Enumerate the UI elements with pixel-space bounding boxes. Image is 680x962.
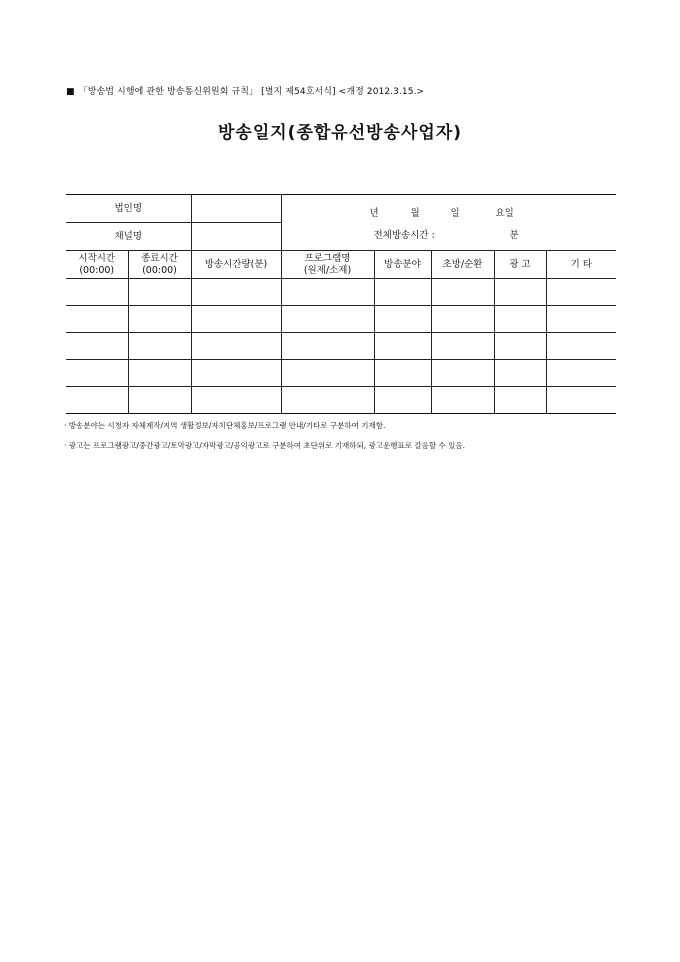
total-time-unit: 분 bbox=[509, 230, 519, 241]
column-header-other: 기 타 bbox=[546, 251, 616, 279]
total-time-label: 전체방송시간 : bbox=[373, 230, 435, 241]
table-cell[interactable] bbox=[128, 333, 191, 360]
corp-name-value[interactable] bbox=[191, 195, 281, 223]
table-cell[interactable] bbox=[374, 333, 431, 360]
table-cell[interactable] bbox=[128, 387, 191, 414]
table-cell[interactable] bbox=[281, 387, 374, 414]
broadcast-log-table bbox=[66, 194, 616, 414]
table-cell[interactable] bbox=[191, 333, 281, 360]
table-cell[interactable] bbox=[546, 333, 616, 360]
table-cell[interactable] bbox=[191, 279, 281, 306]
table-cell[interactable] bbox=[191, 387, 281, 414]
table-cell[interactable] bbox=[494, 333, 546, 360]
table-cell[interactable] bbox=[281, 279, 374, 306]
table-cell[interactable] bbox=[281, 333, 374, 360]
date-year-label: 년 bbox=[369, 208, 379, 219]
column-header-duration: 방송시간량(분) bbox=[191, 251, 281, 279]
table-cell[interactable] bbox=[66, 306, 128, 333]
channel-name-value[interactable] bbox=[191, 223, 281, 251]
table-cell[interactable] bbox=[431, 279, 494, 306]
black-square-icon: ■ bbox=[66, 87, 75, 97]
table-cell[interactable] bbox=[66, 333, 128, 360]
table-cell[interactable] bbox=[494, 387, 546, 414]
table-cell[interactable] bbox=[128, 306, 191, 333]
table-cell[interactable] bbox=[374, 387, 431, 414]
note-advertising: · 광고는 프로그램광고/중간광고/토막광고/자막광고/공익광고로 구분하여 초단위로 기재하되, 광고운행표로 갈음할 수 있음. bbox=[64, 441, 465, 450]
table-cell[interactable] bbox=[494, 360, 546, 387]
table-cell[interactable] bbox=[66, 360, 128, 387]
table-cell[interactable] bbox=[66, 279, 128, 306]
column-header-first-rerun: 초방/순환 bbox=[431, 251, 494, 279]
table-cell[interactable] bbox=[431, 333, 494, 360]
table-row bbox=[66, 360, 616, 387]
note-broadcast-genre: · 방송분야는 시청자 자체제작/지역 생활정보/자치단체홍보/프로그램 안내/기타로 구분하여 기재함. bbox=[64, 421, 386, 430]
column-header-start-time: 시작시간 (00:00) bbox=[66, 251, 128, 279]
date-weekday-label: 요일 bbox=[495, 208, 514, 219]
table-cell[interactable] bbox=[191, 306, 281, 333]
table-cell[interactable] bbox=[374, 306, 431, 333]
table-row bbox=[66, 306, 616, 333]
page-title: 방송일지(종합유선방송사업자) bbox=[217, 123, 463, 143]
table-row bbox=[66, 279, 616, 306]
column-header-ads: 광 고 bbox=[494, 251, 546, 279]
corp-name-label: 법인명 bbox=[66, 195, 191, 223]
table-cell[interactable] bbox=[374, 279, 431, 306]
table-cell[interactable] bbox=[431, 306, 494, 333]
table-cell[interactable] bbox=[281, 306, 374, 333]
table-cell[interactable] bbox=[431, 360, 494, 387]
table-cell[interactable] bbox=[128, 360, 191, 387]
column-header-program-name: 프로그램명 (원제/소제) bbox=[281, 251, 374, 279]
table-cell[interactable] bbox=[128, 279, 191, 306]
table-cell[interactable] bbox=[494, 306, 546, 333]
column-header-genre: 방송분야 bbox=[374, 251, 431, 279]
table-cell[interactable] bbox=[546, 387, 616, 414]
channel-name-label: 채널명 bbox=[66, 223, 191, 251]
table-cell[interactable] bbox=[546, 360, 616, 387]
date-total-time-cell[interactable] bbox=[281, 195, 616, 251]
date-day-label: 일 bbox=[450, 208, 460, 219]
table-cell[interactable] bbox=[546, 279, 616, 306]
table-row bbox=[66, 333, 616, 360]
date-month-label: 월 bbox=[410, 208, 420, 219]
table-cell[interactable] bbox=[374, 360, 431, 387]
column-header-end-time: 종료시간 (00:00) bbox=[128, 251, 191, 279]
table-cell[interactable] bbox=[494, 279, 546, 306]
table-row bbox=[66, 387, 616, 414]
table-cell[interactable] bbox=[191, 360, 281, 387]
form-reference-line bbox=[66, 84, 424, 97]
form-reference-text: 「방송법 시행에 관한 방송통신위원회 규칙」 [별지 제54호서식] <개정 2012.3.15.> bbox=[78, 87, 425, 97]
table-cell[interactable] bbox=[546, 306, 616, 333]
table-cell[interactable] bbox=[431, 387, 494, 414]
table-cell[interactable] bbox=[66, 387, 128, 414]
table-cell[interactable] bbox=[281, 360, 374, 387]
